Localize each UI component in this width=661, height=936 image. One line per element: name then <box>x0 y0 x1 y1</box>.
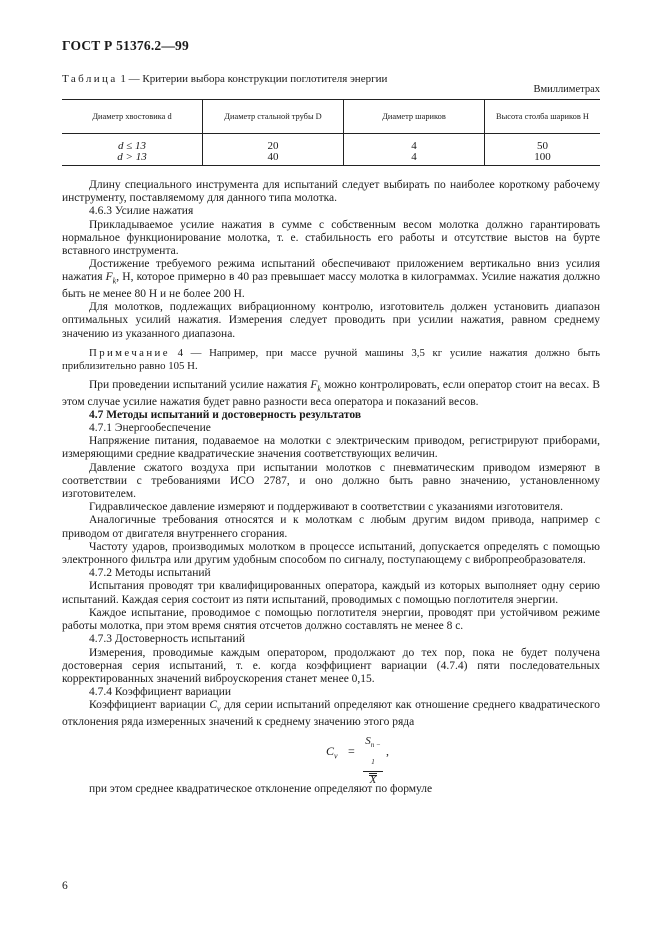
section-heading-4-6-3: 4.6.3 Усилие нажатия <box>89 205 194 218</box>
paragraph: Испытания проводят три квалифицированных оператора, каждый из которых выполняет одну серию испытаний. Каждая серия состоит из пяти испытаний, проводимых с помощью поглотителя энергии. <box>62 580 600 606</box>
table-caption-label: Таблица <box>62 73 118 85</box>
criteria-table <box>62 99 600 166</box>
note: Примечание 4 — Например, при массе ручной машины 3,5 кг усилие нажатия должно быть приблизительно равно 105 Н. <box>62 346 600 372</box>
paragraph: Достижение требуемого режима испытаний обеспечивают приложением вертикально вниз усилия нажатия $F_k$, Н, которое примерно в 40 раз превышает массу молотка в килограммах. Усилие нажатия должно быть не менее 80 Н и не более 200 Н. <box>62 258 600 300</box>
table-caption-text: 1 — Критерии выбора конструкции поглотителя энергии <box>120 73 388 85</box>
formula-fraction <box>363 735 383 787</box>
paragraph: Частоту ударов, производимых молотком в процессе испытаний, допускается определять с помощью электронного фильтра или другим удобным способом по сигналу, поступающему с вибропреобразователя. <box>62 540 600 567</box>
table-cell: d ≤ 13 d > 13 <box>62 134 203 166</box>
paragraph: Аналогичные требования относятся и к молоткам с любым другим видом привода, например с приводом от двигателя внутреннего сгорания. <box>62 514 600 540</box>
page-number: 6 <box>62 880 68 892</box>
formula-coefficient-of-variation: $C_v$ = $\frac{S_{n - 1}}{X}$ , <box>326 735 389 786</box>
paragraph: Гидравлическое давление измеряют и поддерживают в соответствии с указаниями изготовителя. <box>89 501 563 514</box>
col-header-shank-diameter: Диаметр хвостовика d <box>62 100 203 134</box>
paragraph: при этом среднее квадратическое отклонение определяют по формуле <box>89 783 433 796</box>
table-row <box>62 134 600 166</box>
formula-denominator: X <box>363 772 383 787</box>
formula-equals: = <box>348 744 355 759</box>
paragraph: Длину специального инструмента для испытаний следует выбирать по наиболее короткому рабочему инструменту, поставляемому для данного типа молотка. <box>62 179 600 205</box>
section-heading-4-7-4: 4.7.4 Коэффициент вариации <box>89 686 232 699</box>
section-heading-4-7-1: 4.7.1 Энергообеспечение <box>89 422 211 435</box>
table-caption <box>62 73 387 85</box>
section-heading-4-7-2: 4.7.2 Методы испытаний <box>89 567 211 580</box>
section-heading-4-7-3: 4.7.3 Достоверность испытаний <box>89 633 246 646</box>
col-header-pipe-diameter: Диаметр стальной трубы D <box>203 100 344 134</box>
section-heading-4-7: 4.7 Методы испытаний и достоверность результатов <box>89 408 362 421</box>
paragraph: Коэффициент вариации $C_v$ для серии испытаний определяют как отношение среднего квадратического отклонения ряда измеренных значений к среднему значению этого ряда <box>62 699 600 728</box>
paragraph: При проведении испытаний усилие нажатия $F_k$ можно контролировать, если оператор стоит на весах. В этом случае усилие нажатия будет равно разности веса оператора и показаний весов. <box>62 379 600 408</box>
document-header: ГОСТ Р 51376.2—99 <box>62 38 189 53</box>
document-body <box>62 179 600 796</box>
paragraph: Напряжение питания, подаваемое на молотки с электрическим приводом, регистрируют приборами, измеряющими средние квадратические значения соответствующих величин. <box>62 435 600 461</box>
table-units: Вмиллиметрах <box>533 84 600 95</box>
table-cell: 20 40 <box>203 134 344 166</box>
paragraph: Каждое испытание, проводимое с помощью поглотителя энергии, проводят при устойчивом режиме работы молотка, при этом время снятия отсчетов должно составлять не менее 8 с. <box>62 606 600 633</box>
col-header-ball-diameter: Диаметр шариков <box>344 100 485 134</box>
paragraph: Прикладываемое усилие нажатия в сумме с собственным весом молотка должно гарантировать нормальное функционирование молотка, т. е. стабильность его работы и отсутствие выстов на бурте вставного инструмента. <box>62 218 600 258</box>
table-cell: 50 100 <box>485 134 601 166</box>
paragraph: Давление сжатого воздуха при испытании молотков с пневматическим приводом измеряют в соответствии с требованиями ИСО 2787, и оно должно быть равно значению, установленному изготовителем. <box>62 461 600 501</box>
paragraph: Для молотков, подлежащих вибрационному контролю, изготовитель должен установить диапазон оптимальных усилий нажатия. Измерения следует проводить при усилии нажатия, равном среднему значению из указанного диапазона. <box>62 301 600 340</box>
paragraph: Измерения, проводимые каждым оператором, продолжают до тех пор, пока не будет получена достоверная серия испытаний, т. е. когда коэффициент вариации (4.7.4) пяти последовательных корректированных значений виброускорения станет менее 0,15. <box>62 646 600 685</box>
formula-numerator: $S_{n - 1}$ <box>363 735 383 772</box>
formula-lhs: $C_v$ <box>326 744 338 761</box>
table-cell: 4 4 <box>344 134 485 166</box>
col-header-ball-height: Высота столба шариков H <box>485 100 601 134</box>
